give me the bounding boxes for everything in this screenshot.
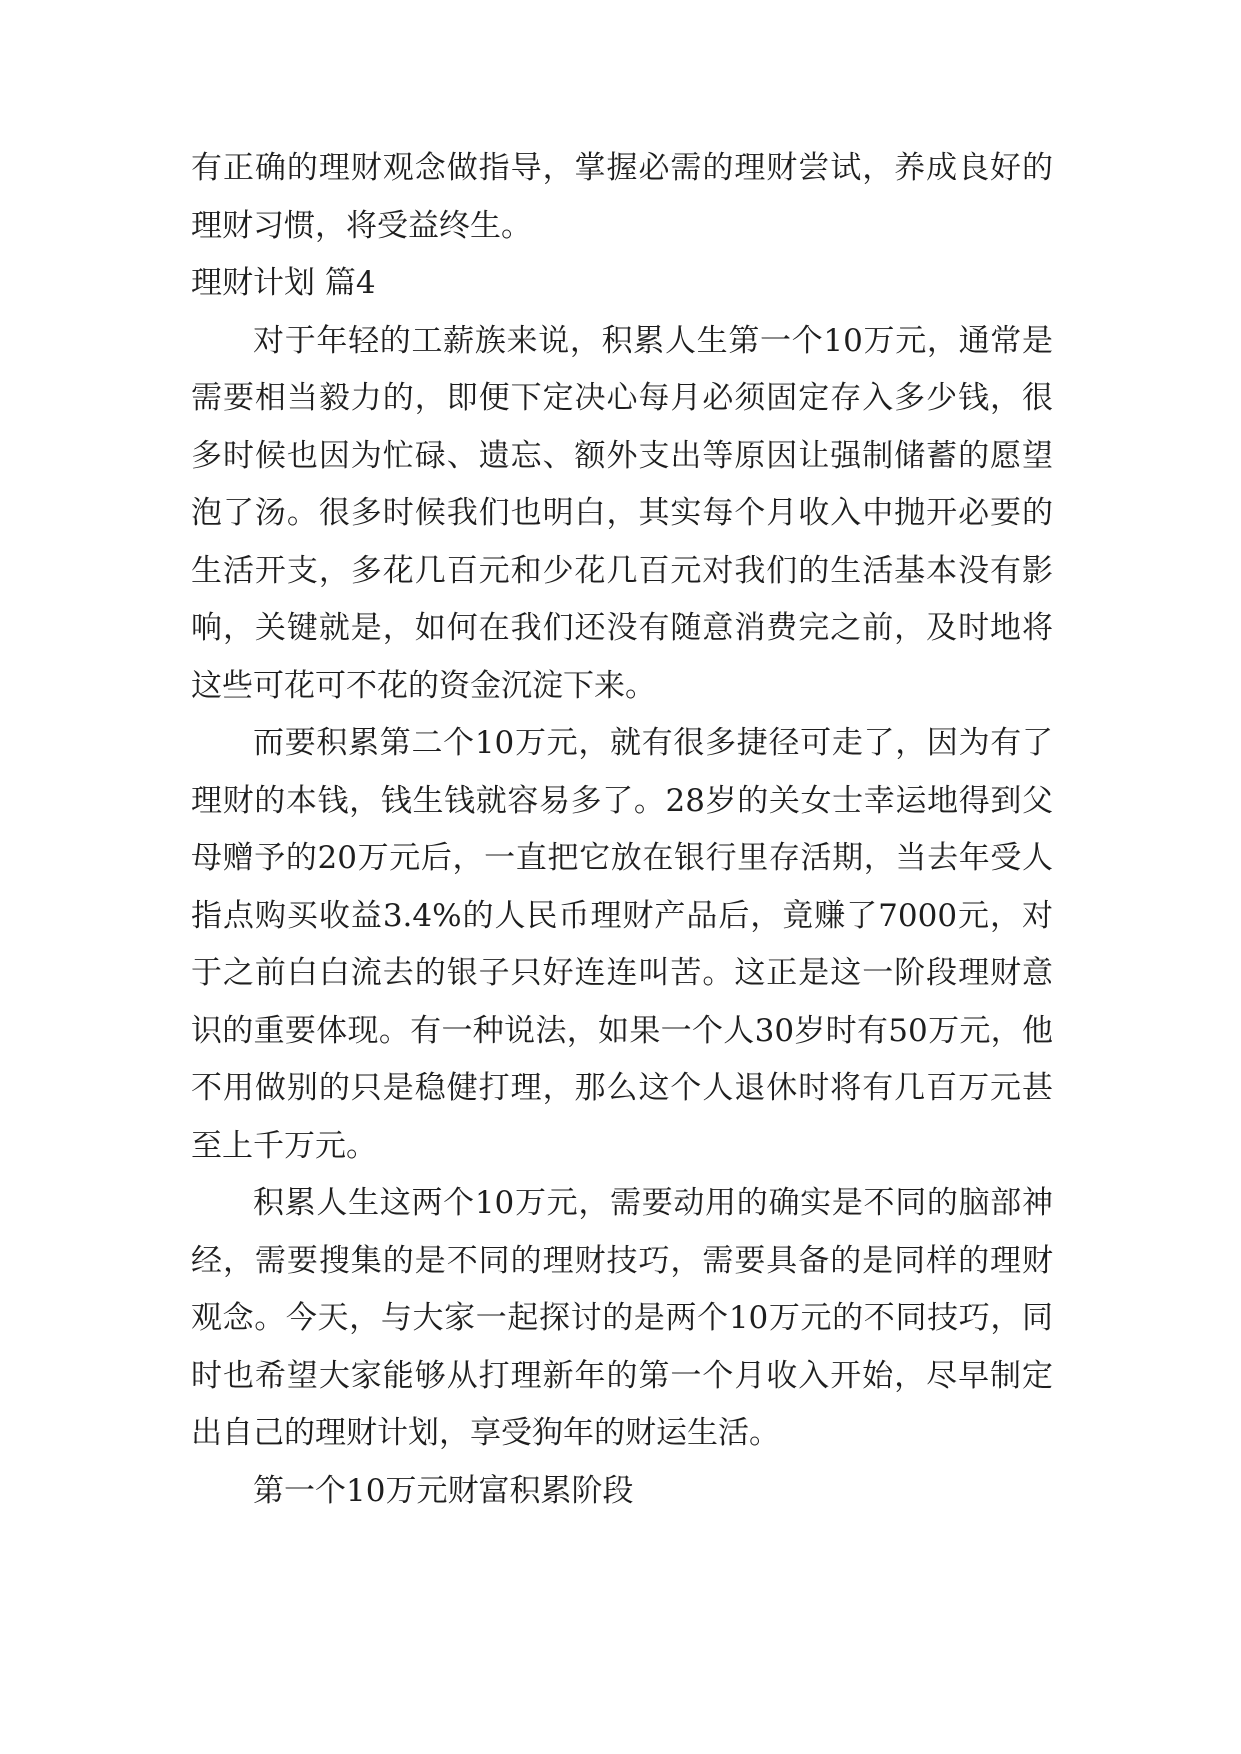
paragraph-1: 有正确的理财观念做指导，掌握必需的理财尝试，养成良好的理财习惯，将受益终生。 <box>191 150 1053 244</box>
subsection-title: 第一个10万元财富积累阶段 <box>253 1472 634 1509</box>
section-heading: 理财计划 篇4 <box>191 265 376 301</box>
paragraph-2: 对于年轻的工薪族来说，积累人生第一个10万元，通常是需要相当毅力的，即便下定决心每月必须固定存入多少钱，很多时候也因为忙碌、遗忘、额外支出等原因让强制储蓄的愿望泡了汤。很多时候我们也明白，其实每个月收入中抛开必要的生活开支，多花几百元和少花几百元对我们的生活基本没有影响，关键就是，如何在我们还没有随意消费完之前，及时地将这些可花可不花的资金沉淀下来。 <box>191 322 1053 704</box>
paragraph-4: 积累人生这两个10万元，需要动用的确实是不同的脑部神经，需要搜集的是不同的理财技巧，需要具备的是同样的理财观念。今天，与大家一起探讨的是两个10万元的不同技巧，同时也希望大家能够从打理新年的第一个月收入开始，尽早制定出自己的理财计划，享受狗年的财运生活。 <box>191 1185 1053 1451</box>
document-page <box>191 140 1053 1520</box>
paragraph-3: 而要积累第二个10万元，就有很多捷径可走了，因为有了理财的本钱，钱生钱就容易多了。28岁的关女士幸运地得到父母赠予的20万元后，一直把它放在银行里存活期，当去年受人指点购买收益3.4%的人民币理财产品后，竟赚了7000元，对于之前白白流去的银子只好连连叫苦。这正是这一阶段理财意识的重要体现。有一种说法，如果一个人30岁时有50万元，他不用做别的只是稳健打理，那么这个人退休时将有几百万元甚至上千万元。 <box>191 725 1053 1164</box>
